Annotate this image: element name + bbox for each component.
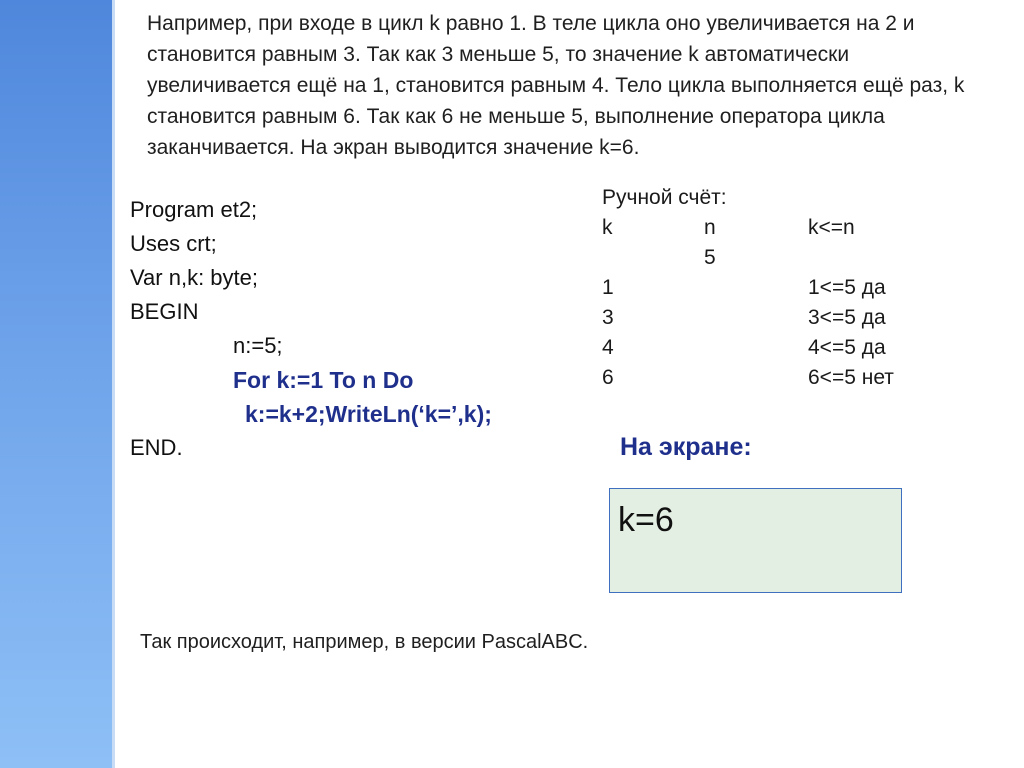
- screen-output-text: k=6: [618, 501, 674, 539]
- manual-count-table: [602, 183, 942, 393]
- manual-count-header: [602, 213, 942, 243]
- header-condition: k<=n: [808, 216, 855, 239]
- code-line: Program et2;: [130, 197, 258, 222]
- manual-count-title: Ручной счёт:: [602, 186, 727, 209]
- code-line: Var n,k: byte;: [130, 265, 258, 290]
- table-row: [602, 363, 942, 393]
- header-n: n: [704, 216, 716, 239]
- table-row: [602, 273, 942, 303]
- cell-n: 5: [704, 246, 716, 269]
- sidebar-decoration: [0, 0, 112, 768]
- cell-k: 4: [602, 336, 614, 359]
- code-line: BEGIN: [130, 299, 199, 324]
- code-line: n:=5;: [233, 333, 283, 358]
- code-line: Uses crt;: [130, 231, 217, 256]
- cell-condition: 1<=5 да: [808, 276, 886, 299]
- header-k: k: [602, 216, 613, 239]
- cell-condition: 6<=5 нет: [808, 366, 894, 389]
- footer-note: Так происходит, например, в версии PascalABC.: [140, 631, 589, 653]
- cell-k: 1: [602, 276, 614, 299]
- code-line-highlight: For k:=1 To n Do: [233, 367, 414, 393]
- code-line-highlight: k:=k+2;WriteLn(‘k=’,k);: [245, 401, 492, 427]
- cell-condition: 3<=5 да: [808, 306, 886, 329]
- code-listing: [130, 193, 492, 465]
- sidebar-edge: [112, 0, 115, 768]
- intro-paragraph: Например, при входе в цикл k равно 1. В теле цикла оно увеличивается на 2 и становится равным 3. Так как 3 меньше 5, то значение k автоматически увеличивается ещё на 1, становится равным 4. Тело цикла выполняется ещё раз, k становится равным 6. Так как 6 не меньше 5, выполнение оператора цикла заканчивается. На экран выводится значение k=6.: [147, 12, 965, 159]
- screen-label: На экране:: [620, 433, 752, 461]
- code-line: END.: [130, 435, 183, 460]
- screen-output-box: [609, 488, 902, 593]
- cell-k: 3: [602, 306, 614, 329]
- cell-k: 6: [602, 366, 614, 389]
- table-row: [602, 303, 942, 333]
- table-row: [602, 243, 942, 273]
- cell-condition: 4<=5 да: [808, 336, 886, 359]
- table-row: [602, 333, 942, 363]
